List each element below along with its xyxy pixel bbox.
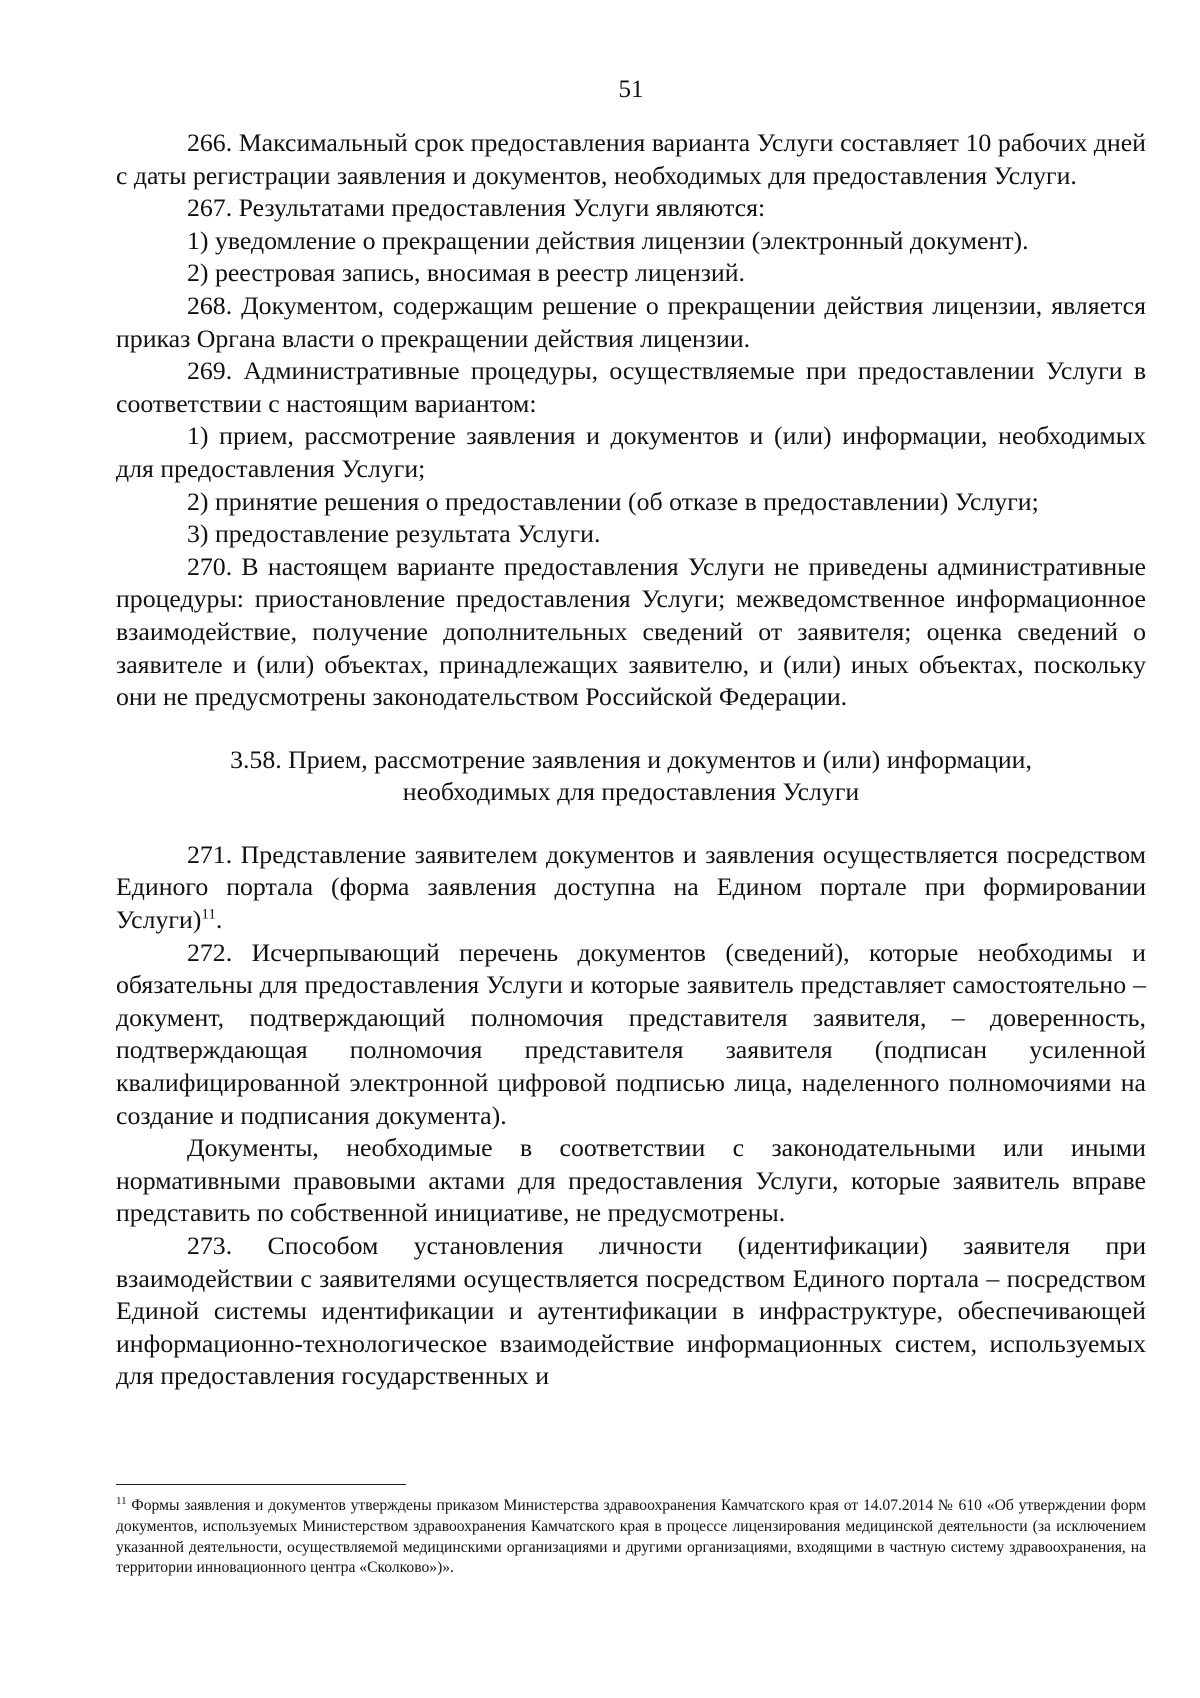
paragraph-269-item-3: 3) предоставление результата Услуги.: [187, 519, 601, 549]
paragraph-documents-optional: Документы, необходимые в соответствии с законодательными или иными нормативными правовыми актами для предоставления Услуги, которые заявитель вправе представить по собственной инициативе, не предусмотрены.: [116, 1133, 1146, 1228]
footnote-text: Формы заявления и документов утверждены приказом Министерства здравоохранения Камчатского края от 14.07.2014 № 610 «Об утверждении форм документов, используемых Министерством здравоохранения Камчатского края в процессе лицензирования медицинской деятельности (за исключением указанной деятельности, осуществляемой медицинскими организациями и другими организациями, входящими в частную систему здравоохранения, на территории инновационного центра «Сколково»)».: [116, 1497, 1146, 1577]
paragraph-268: 268. Документом, содержащим решение о прекращении действия лицензии, является приказ Органа власти о прекращении действия лицензии.: [116, 290, 1146, 353]
paragraph-269-item-2: 2) принятие решения о предоставлении (об отказе в предоставлении) Услуги;: [187, 486, 1039, 516]
paragraph-266: 266. Максимальный срок предоставления варианта Услуги составляет 10 рабочих дней с даты регистрации заявления и документов, необходимых для предоставления Услуги.: [116, 128, 1146, 190]
footnote-separator: [116, 1484, 406, 1485]
paragraph-269: 269. Административные процедуры, осуществляемые при предоставлении Услуги в соответствии с настоящим вариантом:: [116, 356, 1146, 418]
paragraph-269-item-1: 1) прием, рассмотрение заявления и документов и (или) информации, необходимых для предоставления Услуги;: [116, 421, 1146, 483]
paragraph-273: 273. Способом установления личности (идентификации) заявителя при взаимодействии с заявителями осуществляется посредством Единого портала – посредством Единой системы идентификации и аутентификации в инфраструктуре, обеспечивающей информационно-технологическое взаимодействие информационных систем, используемых для предоставления государственных и: [116, 1231, 1146, 1391]
footnote: [116, 1496, 1146, 1579]
paragraph-267: 267. Результатами предоставления Услуги являются:: [187, 193, 766, 223]
paragraph-267-item-2: 2) реестровая запись, вносимая в реестр лицензий.: [187, 258, 745, 288]
document-body: [116, 127, 1146, 1393]
paragraph-271-text: 271. Представление заявителем документов и заявления осуществляется посредством Единого портала (форма заявления доступна на Едином портале при формировании Услуги): [116, 839, 1146, 935]
section-heading-line-1: 3.58. Прием, рассмотрение заявления и документов и (или) информации,: [230, 744, 1032, 774]
paragraph-271-end: .: [215, 905, 223, 935]
section-heading: [116, 744, 1146, 809]
paragraph-267-item-1: 1) уведомление о прекращении действия лицензии (электронный документ).: [187, 225, 1029, 255]
footnote-reference[interactable]: 11: [201, 906, 216, 923]
footnote-number: 11: [116, 1494, 127, 1507]
paragraph-270: 270. В настоящем варианте предоставления Услуги не приведены административные процедуры: приостановление предоставления Услуги; межведомственное информационное взаимодействие, получение дополнительных сведений от заявителя; оценка сведений о заявителе и (или) объектах, принадлежащих заявителю, и (или) иных объектах, поскольку они не предусмотрены законодательством Российской Федерации.: [116, 551, 1146, 712]
paragraph-272: 272. Исчерпывающий перечень документов (сведений), которые необходимы и обязательны для предоставления Услуги и которые заявитель представляет самостоятельно – документ, подтверждающий полномочия представителя заявителя, – доверенность, подтверждающая полномочия представителя заявителя (подписан усиленной квалифицированной электронной цифровой подписью лица, наделенного полномочиями на создание и подписания документа).: [116, 937, 1146, 1130]
section-heading-line-2: необходимых для предоставления Услуги: [402, 777, 860, 807]
page-number: 51: [618, 76, 644, 103]
paragraph-271: [116, 839, 1146, 937]
